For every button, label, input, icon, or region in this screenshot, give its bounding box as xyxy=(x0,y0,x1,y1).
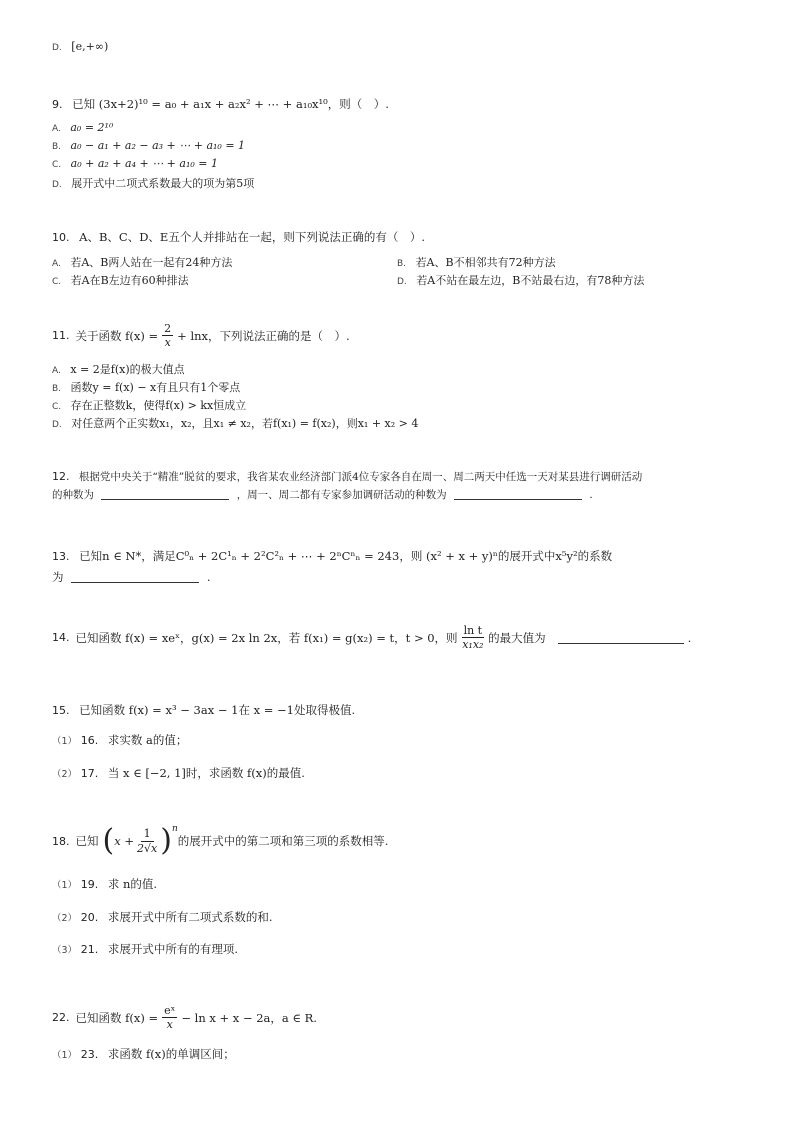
sub-question-number: 21. xyxy=(80,943,99,956)
question-number: 22. xyxy=(52,1011,70,1024)
question-15-stem xyxy=(52,702,355,718)
option-label: D. xyxy=(52,180,62,190)
question-15-sub-1 xyxy=(52,732,187,748)
answer-blank[interactable] xyxy=(71,570,199,583)
question-number: 14. xyxy=(52,631,70,644)
question-text: 已知函数 f(x) = x³ − 3ax − 1在 x = −1处取得极值. xyxy=(79,703,356,717)
sub-question-text: 求展开式中所有二项式系数的和. xyxy=(107,910,273,924)
question-10-option-c xyxy=(52,272,189,288)
question-9-option-a xyxy=(52,121,113,134)
option-label: B. xyxy=(52,142,62,152)
option-text: a₀ = 2¹⁰ xyxy=(70,121,114,134)
option-text: [e,+∞) xyxy=(71,40,109,53)
question-text-post: − ln x + x − 2a，a ∈ R. xyxy=(181,1010,317,1025)
sub-question-number: 19. xyxy=(80,878,99,891)
question-18-sub-2 xyxy=(52,909,273,925)
option-label: D. xyxy=(52,420,62,430)
question-14-stem xyxy=(52,624,691,651)
question-12-line-2 xyxy=(52,487,593,502)
fraction xyxy=(137,827,157,856)
binomial-base: x + xyxy=(114,834,134,848)
question-15-sub-2 xyxy=(52,765,305,781)
question-10-stem xyxy=(52,229,425,245)
option-text: 展开式中二项式系数最大的项为第5项 xyxy=(71,177,255,190)
question-number: 15. xyxy=(52,704,70,717)
question-number: 11. xyxy=(52,329,70,342)
question-10-option-a xyxy=(52,254,232,270)
option-label: A. xyxy=(52,124,61,134)
sub-question-label: （3） xyxy=(52,945,78,956)
fraction-numerator: ln t xyxy=(463,624,483,637)
answer-blank[interactable] xyxy=(101,487,229,500)
question-13-line-1 xyxy=(52,548,612,564)
option-label: D. xyxy=(52,43,62,53)
question-22-stem xyxy=(52,1004,317,1031)
sub-question-text: 求 n的值. xyxy=(107,877,158,891)
exponent: n xyxy=(171,824,178,834)
fraction-denominator: 2√x xyxy=(137,841,158,855)
sub-question-text: 求函数 f(x)的单调区间； xyxy=(107,1047,235,1061)
option-text: 若A、B两人站在一起有24种方法 xyxy=(70,256,233,269)
sub-question-label: （2） xyxy=(52,769,78,780)
question-text: 已知 (3x+2)¹⁰ = a₀ + a₁x + a₂x² + ⋯ + a₁₀x¹⁰，则（ ）. xyxy=(72,97,389,111)
left-paren: ( xyxy=(102,823,115,858)
sub-question-label: （2） xyxy=(52,913,78,924)
question-text: 根据党中央关于“精准”脱贫的要求，我省某农业经济部门派4位专家各自在周一、周二两天中任选一天对某县进行调研活动 xyxy=(78,471,643,483)
question-text: 为 xyxy=(52,570,64,584)
option-label: A. xyxy=(52,366,61,376)
option-text: a₀ − a₁ + a₂ − a₃ + ⋯ + a₁₀ = 1 xyxy=(70,139,246,152)
option-label: A. xyxy=(52,259,61,269)
right-paren: ) xyxy=(160,823,172,858)
question-text-post: + lnx，下列说法正确的是（ ）. xyxy=(177,328,350,343)
fraction-denominator: x₁x₂ xyxy=(462,638,484,651)
question-text: . xyxy=(206,570,211,584)
question-11-stem xyxy=(52,322,350,349)
sub-question-label: （1） xyxy=(52,736,78,747)
sub-question-number: 23. xyxy=(80,1048,99,1061)
question-text: ，周一、周二都有专家参加调研活动的种数为 xyxy=(236,489,447,501)
question-text-end: . xyxy=(687,630,692,645)
fraction xyxy=(462,624,485,651)
option-text: 对任意两个正实数x₁，x₂，且x₁ ≠ x₂，若f(x₁) = f(x₂)，则x₁ + x₂ > 4 xyxy=(71,417,419,430)
question-text: 已知n ∈ N*，满足C⁰ₙ + 2C¹ₙ + 2²C²ₙ + ⋯ + 2ⁿCⁿₙ = 243，则 (x² + x + y)ⁿ的展开式中x⁵y²的系数 xyxy=(79,549,613,563)
option-text: a₀ + a₂ + a₄ + ⋯ + a₁₀ = 1 xyxy=(70,157,218,170)
question-13-line-2 xyxy=(52,569,210,585)
sub-question-number: 17. xyxy=(80,767,99,780)
sub-question-text: 求展开式中所有的有理项. xyxy=(107,942,239,956)
answer-blank[interactable] xyxy=(558,631,684,644)
question-number: 18. xyxy=(52,834,70,848)
question-10-option-b xyxy=(397,254,556,270)
fraction-numerator: 1 xyxy=(141,827,154,842)
question-number: 9. xyxy=(52,98,63,111)
question-text: . xyxy=(589,489,593,501)
question-18-sub-1 xyxy=(52,876,157,892)
prev-option-d xyxy=(52,40,108,53)
question-text-post: 的最大值为 xyxy=(488,630,546,645)
question-9-option-c xyxy=(52,157,218,170)
sub-question-label: （1） xyxy=(52,880,78,891)
question-10-option-d xyxy=(397,272,644,288)
option-label: C. xyxy=(52,402,62,412)
question-18-sub-3 xyxy=(52,941,238,957)
question-text-pre: 已知函数 f(x) = xeˣ，g(x) = 2x ln 2x，若 f(x₁) = g(x₂) = t，t > 0，则 xyxy=(75,630,458,645)
question-text: 的种数为 xyxy=(52,489,94,501)
sub-question-label: （1） xyxy=(52,1050,78,1061)
option-text: x = 2是f(x)的极大值点 xyxy=(70,363,185,376)
sub-question-number: 16. xyxy=(80,734,99,747)
question-text-pre: 已知 xyxy=(75,834,99,848)
question-18-stem xyxy=(52,823,389,858)
question-22-sub-1 xyxy=(52,1046,235,1062)
question-text-pre: 关于函数 f(x) = xyxy=(75,328,159,343)
fraction xyxy=(162,1004,177,1031)
option-label: D. xyxy=(397,277,407,287)
option-text: 若A不站在最左边，B不站最右边，有78种方法 xyxy=(416,274,645,287)
question-11-option-c xyxy=(52,397,246,413)
option-label: C. xyxy=(52,160,62,170)
question-number: 10. xyxy=(52,231,70,244)
question-11-option-d xyxy=(52,415,418,431)
sub-question-text: 当 x ∈ [−2, 1]时，求函数 f(x)的最值. xyxy=(107,766,305,780)
fraction-numerator: 2 xyxy=(164,322,172,335)
option-text: 函数y = f(x) − x有且只有1个零点 xyxy=(70,381,241,394)
question-text-post: 的展开式中的第二项和第三项的系数相等. xyxy=(177,834,389,848)
option-text: 若A、B不相邻共有72种方法 xyxy=(415,256,556,269)
question-11-option-b xyxy=(52,379,240,395)
option-label: B. xyxy=(52,384,62,394)
question-12-line-1 xyxy=(52,469,642,484)
sub-question-text: 求实数 a的值； xyxy=(107,733,188,747)
option-label: C. xyxy=(52,277,62,287)
question-9-stem xyxy=(52,96,389,112)
answer-blank[interactable] xyxy=(454,487,582,500)
question-number: 12. xyxy=(52,470,70,483)
question-text: A、B、C、D、E五个人并排站在一起，则下列说法正确的有（ ）. xyxy=(79,230,425,244)
question-number: 13. xyxy=(52,550,70,563)
fraction-numerator: eˣ xyxy=(164,1004,176,1017)
fraction-denominator: x xyxy=(164,336,171,349)
question-9-option-d xyxy=(52,175,254,191)
sub-question-number: 20. xyxy=(80,911,99,924)
fraction xyxy=(162,322,173,349)
fraction-denominator: x xyxy=(166,1018,173,1031)
question-text-pre: 已知函数 f(x) = xyxy=(75,1010,159,1025)
question-11-option-a xyxy=(52,361,185,377)
option-label: B. xyxy=(397,259,407,269)
option-text: 存在正整数k，使得f(x) > kx恒成立 xyxy=(70,399,247,412)
question-9-option-b xyxy=(52,139,245,152)
option-text: 若A在B左边有60种排法 xyxy=(70,274,189,287)
